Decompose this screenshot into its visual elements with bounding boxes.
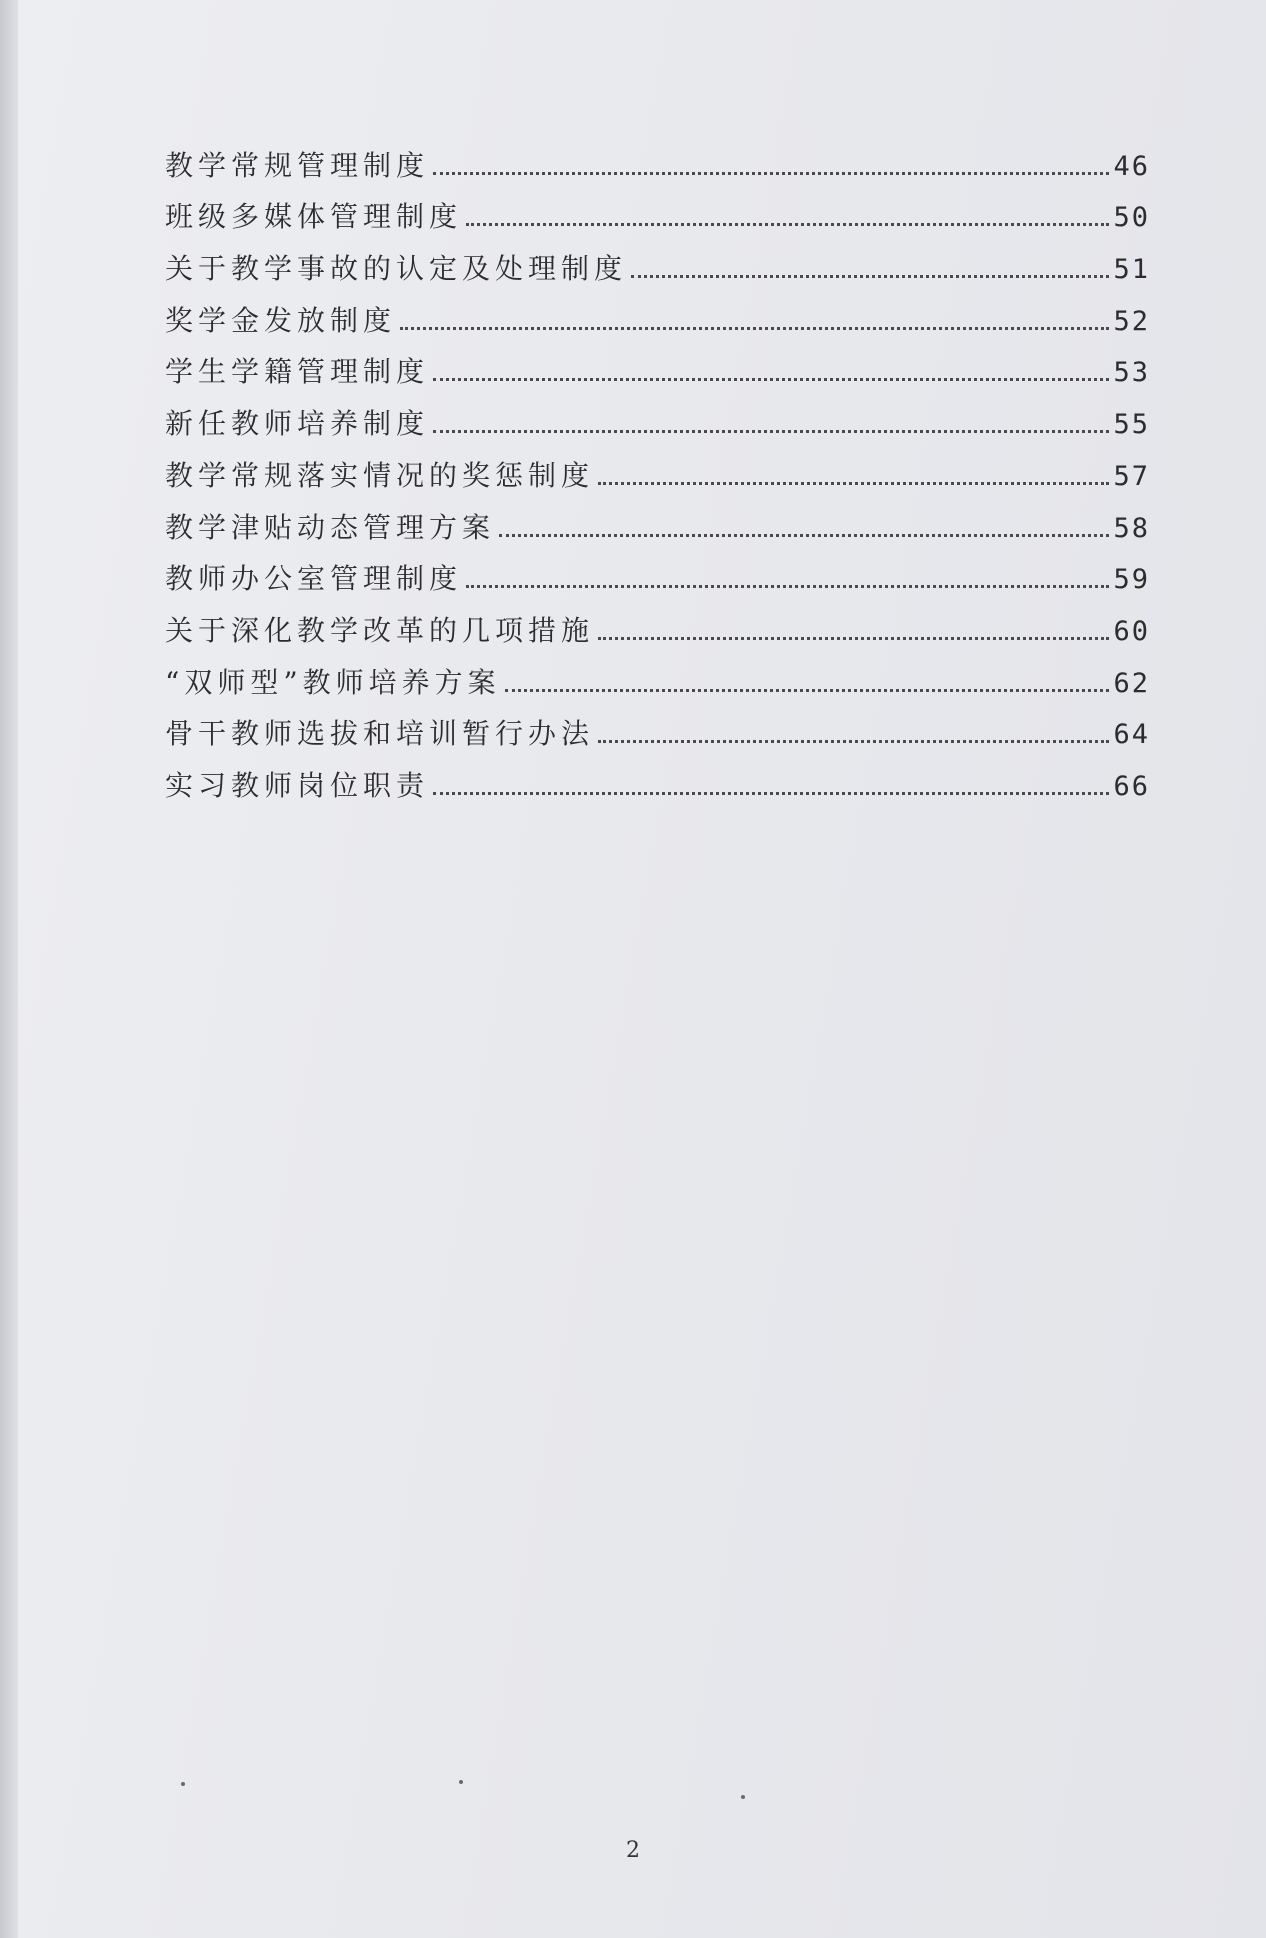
toc-entry-title: 骨干教师选拔和培训暂行办法 xyxy=(165,717,595,751)
toc-dot-leader xyxy=(631,275,1109,278)
toc-entry xyxy=(165,231,1150,286)
toc-entry-title: 教学常规管理制度 xyxy=(165,148,430,182)
toc-entry-page: 53 xyxy=(1113,357,1150,389)
toc-entry-page: 52 xyxy=(1113,305,1150,337)
toc-entry-page: 64 xyxy=(1113,719,1150,751)
toc-entry-page: 60 xyxy=(1113,615,1150,647)
toc-entry xyxy=(165,748,1150,800)
toc-dot-leader xyxy=(433,792,1109,795)
toc-entry-title: 关于深化教学改革的几项措施 xyxy=(165,613,595,647)
toc-dot-leader xyxy=(598,740,1109,743)
toc-entry-page: 62 xyxy=(1113,667,1150,699)
toc-entry xyxy=(165,283,1150,335)
toc-dot-leader xyxy=(466,223,1109,226)
toc-entry-page: 46 xyxy=(1113,150,1150,182)
toc-dot-leader xyxy=(433,430,1109,433)
toc-entry-page: 51 xyxy=(1113,254,1150,286)
toc-entry-title: 教学常规落实情况的奖惩制度 xyxy=(165,458,595,492)
toc-entry xyxy=(165,697,1150,749)
toc-entry-title: 班级多媒体管理制度 xyxy=(165,200,463,234)
table-of-contents xyxy=(165,128,1150,800)
toc-entry xyxy=(165,542,1150,594)
toc-entry xyxy=(165,180,1150,232)
toc-entry xyxy=(165,490,1150,542)
toc-entry-title: “双师型”教师培养方案 xyxy=(165,665,501,699)
stray-mark xyxy=(741,1795,745,1799)
toc-dot-leader xyxy=(466,585,1109,588)
toc-entry-title: 新任教师培养制度 xyxy=(165,407,430,441)
toc-entry xyxy=(165,386,1150,441)
toc-entry-page: 55 xyxy=(1113,409,1150,441)
toc-dot-leader xyxy=(400,327,1109,330)
toc-entry-title: 实习教师岗位职责 xyxy=(165,768,430,802)
toc-entry-page: 58 xyxy=(1113,512,1150,544)
page-edge-shadow xyxy=(0,0,18,1938)
toc-dot-leader xyxy=(505,689,1110,692)
toc-entry-title: 教师办公室管理制度 xyxy=(165,562,463,596)
toc-entry-title: 奖学金发放制度 xyxy=(165,303,397,337)
toc-entry-title: 关于教学事故的认定及处理制度 xyxy=(165,252,628,286)
toc-entry xyxy=(165,335,1150,387)
toc-entry xyxy=(165,128,1150,180)
toc-entry-page: 50 xyxy=(1113,202,1150,234)
toc-entry-title: 教学津贴动态管理方案 xyxy=(165,510,496,544)
toc-entry xyxy=(165,645,1150,697)
toc-entry-title: 学生学籍管理制度 xyxy=(165,355,430,389)
toc-dot-leader xyxy=(499,534,1109,537)
toc-dot-leader xyxy=(433,378,1109,381)
stray-mark xyxy=(181,1782,185,1786)
page-number: 2 xyxy=(626,1838,640,1863)
toc-entry-page: 59 xyxy=(1113,564,1150,596)
toc-entry xyxy=(165,593,1150,645)
toc-dot-leader xyxy=(598,637,1109,640)
toc-entry-page: 57 xyxy=(1113,460,1150,492)
stray-mark xyxy=(459,1780,463,1784)
toc-dot-leader xyxy=(433,172,1109,175)
toc-entry xyxy=(165,438,1150,490)
toc-entry-page: 66 xyxy=(1113,770,1150,802)
toc-dot-leader xyxy=(598,482,1109,485)
